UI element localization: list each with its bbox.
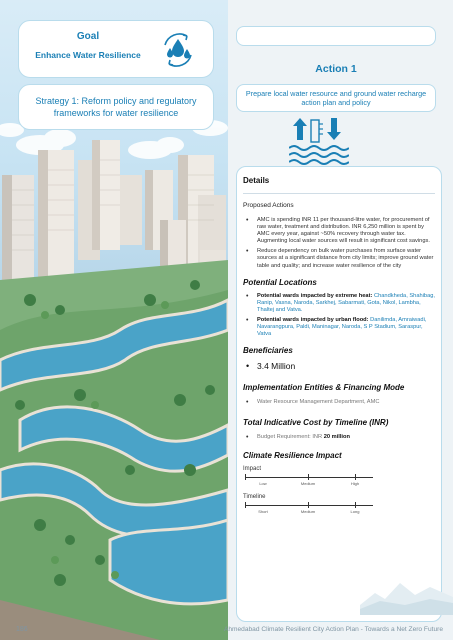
- cost-list: [243, 434, 435, 441]
- timeline-level-short: Short: [258, 509, 268, 515]
- timeline-level-long: Long: [350, 509, 360, 515]
- strategy-card: [18, 84, 214, 130]
- action-description: Prepare local water resource and ground water recharge action plan and policy: [245, 89, 427, 107]
- timeline-label: Timeline: [243, 494, 266, 501]
- impact-label: Impact: [243, 466, 262, 473]
- entities-list: [243, 399, 435, 406]
- list-item: [243, 317, 435, 338]
- impact-level-high: High: [350, 481, 360, 487]
- list-item: [243, 434, 435, 441]
- cost-value: 20 million: [323, 434, 350, 441]
- heat-label: Potential wards impacted by extreme heat:: [257, 292, 373, 299]
- landscape-decoration: [360, 565, 453, 615]
- details-heading: Details: [243, 176, 270, 185]
- details-panel: [236, 166, 442, 622]
- goal-title: Enhance Water Resilience: [35, 50, 141, 60]
- list-item: • Reduce dependency on bulk water purchases from surface water sources at a significant distance from city limits; improve ground water table and quality; and increase water resilience of the city: [243, 248, 435, 269]
- list-item: [243, 293, 435, 314]
- water-drops-recycle-icon: [157, 29, 199, 71]
- impact-level-low: Low: [259, 481, 267, 487]
- footer-text: Ahmedabad Climate Resilient City Action Plan - Towards a Net Zero Future: [223, 626, 443, 633]
- entities-title: Implementation Entities & Financing Mode: [243, 383, 405, 393]
- locations-list: [243, 293, 435, 339]
- header-placeholder-card: [236, 26, 436, 46]
- resilience-title: Climate Resilience Impact: [243, 451, 342, 461]
- flood-wards: Danilimda, Amraiwadi, Navarangpura, Paldi, Maninagar, Naroda, S P Stadium, Saraspur, Vatva: [257, 316, 427, 338]
- strategy-text: Strategy 1: Reform policy and regulatory frameworks for water resilience: [35, 96, 197, 118]
- action-description-card: [236, 84, 436, 112]
- goal-card: [18, 20, 214, 78]
- potential-locations-title: Potential Locations: [243, 277, 317, 287]
- impact-level-medium: Medium: [300, 481, 316, 487]
- proposed-actions-list: [243, 217, 435, 270]
- list-item: • AMC is spending INR 11 per thousand-litre water, for procurement of raw water, treatment and distribution. INR 6,250 million is spent by AMC every year, against ~50% recovery through water tax. Augmenting local water sources will result in significant cost savings.: [243, 217, 435, 245]
- flood-label: Potential wards impacted by urban flood:: [257, 316, 369, 323]
- divider: [243, 193, 435, 194]
- action-title: Action 1: [315, 63, 357, 75]
- heat-wards: Chandkheda, Shahibag, Ranip, Vasna, Naroda, Sarkhej, Sabarmati, Gota, Nikol, Lambha, Thaltej and Vatva.: [257, 292, 436, 313]
- cost-label: Budget Requirement: INR: [257, 434, 323, 441]
- beneficiaries-value: • 3.4 Million: [243, 361, 435, 371]
- cost-title: Total Indicative Cost by Timeline (INR): [243, 418, 389, 428]
- proposed-actions-title: Proposed Actions: [243, 202, 294, 209]
- groundwater-level-icon: [289, 118, 349, 166]
- timeline-level-medium: Medium: [300, 509, 316, 515]
- beneficiaries-title: Beneficiaries: [243, 346, 293, 356]
- list-item: • Water Resource Management Department, AMC: [243, 399, 435, 406]
- timeline-scale: [243, 502, 373, 516]
- page-number: 186: [16, 626, 28, 633]
- impact-scale: [243, 474, 373, 488]
- goal-label: Goal: [76, 31, 100, 42]
